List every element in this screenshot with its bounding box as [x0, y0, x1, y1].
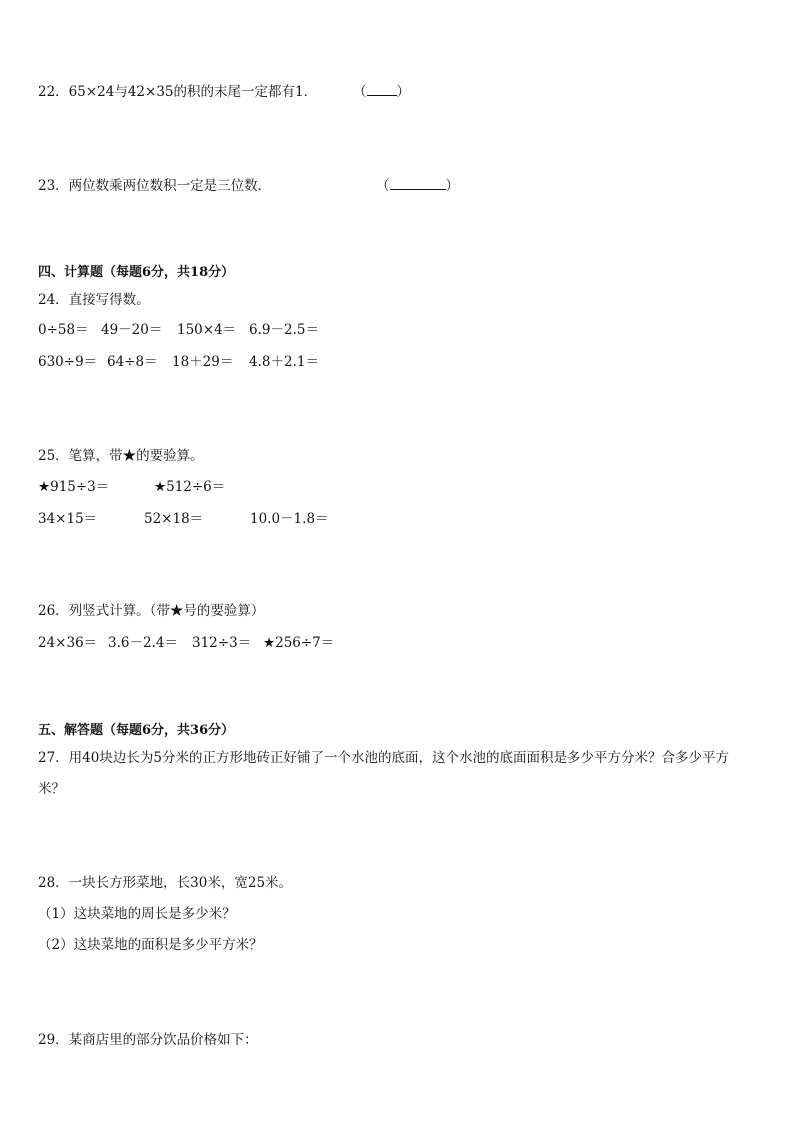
q24-item: 630÷9＝ [38, 354, 98, 370]
question-28-text: 28．一块长方形菜地，长30米，宽25米。 [38, 875, 293, 891]
question-22-text: 22．65×24与42×35的积的末尾一定都有1． [38, 84, 318, 100]
paren-close: ） [445, 178, 459, 194]
q24-item: 64÷8＝ [107, 354, 158, 370]
q25-item: ★915÷3＝ [38, 479, 110, 495]
answer-blank-22[interactable] [353, 83, 410, 101]
question-26 [38, 602, 264, 620]
question-28-sub-2 [38, 936, 263, 954]
question-23-text: 23．两位数乘两位数积一定是三位数． [38, 178, 272, 194]
paren-open: （ [376, 178, 390, 194]
question-28 [38, 874, 292, 892]
section-4-title: 四、计算题（每题6分，共18分） [38, 265, 235, 280]
answer-blank-23[interactable] [376, 177, 459, 195]
question-27-text: 27．用40块边长为5分米的正方形地砖正好铺了一个水池的底面，这个水池的底面面积是多少平方分米？合多少平方 [38, 750, 729, 766]
blank-line [390, 177, 446, 190]
question-25 [38, 447, 204, 465]
question-22 [38, 83, 317, 101]
q25-item: 34×15＝ [38, 511, 98, 527]
question-24-text: 24．直接写得数。 [38, 292, 150, 308]
question-27-line-2 [38, 780, 65, 798]
question-28-sub-1-text: （1）这块菜地的周长是多少米？ [38, 906, 236, 922]
q26-item: 24×36＝ [38, 635, 98, 651]
paren-close: ） [396, 84, 410, 100]
q25-item: 52×18＝ [144, 511, 204, 527]
question-29 [38, 1031, 258, 1049]
q24-item: 6.9－2.5＝ [249, 322, 319, 338]
paren-open: （ [353, 84, 367, 100]
q24-item: 150×4＝ [177, 322, 237, 338]
question-24 [38, 291, 150, 309]
q25-item: ★512÷6＝ [154, 479, 226, 495]
q25-item: 10.0－1.8＝ [250, 511, 329, 527]
question-26-text: 26．列竖式计算。（带★号的要验算） [38, 603, 265, 619]
question-29-text: 29．某商店里的部分饮品价格如下： [38, 1032, 258, 1048]
q24-item: 49－20＝ [101, 322, 163, 338]
q24-item: 4.8＋2.1＝ [249, 354, 319, 370]
question-23 [38, 177, 271, 195]
question-27-line-1 [38, 749, 729, 767]
q26-item: 312÷3＝ [192, 635, 252, 651]
q24-item: 18＋29＝ [172, 354, 234, 370]
section-4-heading [38, 264, 234, 282]
q24-item: 0÷58＝ [38, 322, 89, 338]
section-5-heading [38, 722, 234, 740]
section-5-title: 五、解答题（每题6分，共36分） [38, 723, 235, 738]
question-27-text-cont: 米？ [38, 781, 65, 797]
question-28-sub-1 [38, 905, 236, 923]
q26-item: 3.6－2.4＝ [108, 635, 178, 651]
q26-item: ★256÷7＝ [263, 635, 335, 651]
blank-line [367, 83, 397, 96]
question-25-text: 25．笔算，带★的要验算。 [38, 448, 204, 464]
question-28-sub-2-text: （2）这块菜地的面积是多少平方米？ [38, 937, 263, 953]
